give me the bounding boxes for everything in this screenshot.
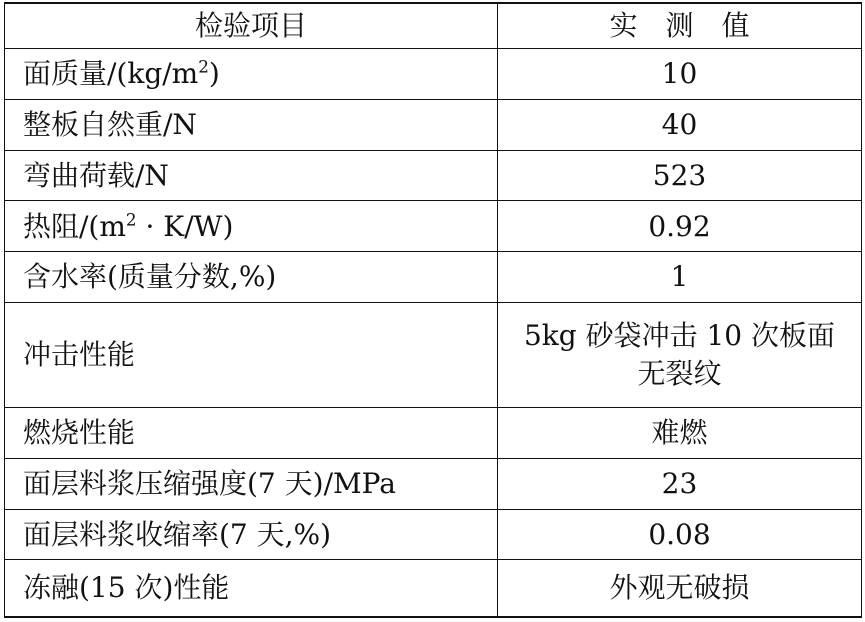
table-row (5, 49, 862, 100)
row-value: 23 (498, 458, 862, 509)
row-item: 面质量$/(kg/m^2)$ (5, 49, 498, 100)
table-row (5, 458, 862, 509)
row-item: 整板自然重/N (5, 99, 498, 150)
row-item: 面层料浆收缩率(7 天,%) (5, 509, 498, 560)
row-value: 523 (498, 150, 862, 201)
row-value: 40 (498, 99, 862, 150)
row-value: 0.08 (498, 509, 862, 560)
spec-table (4, 2, 862, 618)
row-item: 热阻$/(m^2 \cdot K/W)$ (5, 201, 498, 252)
row-value: 难燃 (498, 407, 862, 458)
row-value: 1 (498, 252, 862, 303)
table-row (5, 560, 862, 617)
row-value: 10 (498, 49, 862, 100)
header-item: 检验项目 (5, 3, 498, 49)
row-item: 冻融(15 次)性能 (5, 560, 498, 617)
row-value: 外观无破损 (498, 560, 862, 617)
row-value: 5kg 砂袋冲击 10 次板面无裂纹 (498, 303, 862, 408)
table-row (5, 99, 862, 150)
row-item: 含水率(质量分数,%) (5, 252, 498, 303)
table-row (5, 150, 862, 201)
row-item: 燃烧性能 (5, 407, 498, 458)
header-value: 实 测 值 (498, 3, 862, 49)
table-row (5, 303, 862, 408)
table-row (5, 509, 862, 560)
header-row (5, 3, 862, 49)
table-row (5, 201, 862, 252)
row-item: 面层料浆压缩强度(7 天)/MPa (5, 458, 498, 509)
row-item: 弯曲荷载/N (5, 150, 498, 201)
row-item: 冲击性能 (5, 303, 498, 408)
table-row (5, 407, 862, 458)
table-row (5, 252, 862, 303)
row-value: 0.92 (498, 201, 862, 252)
